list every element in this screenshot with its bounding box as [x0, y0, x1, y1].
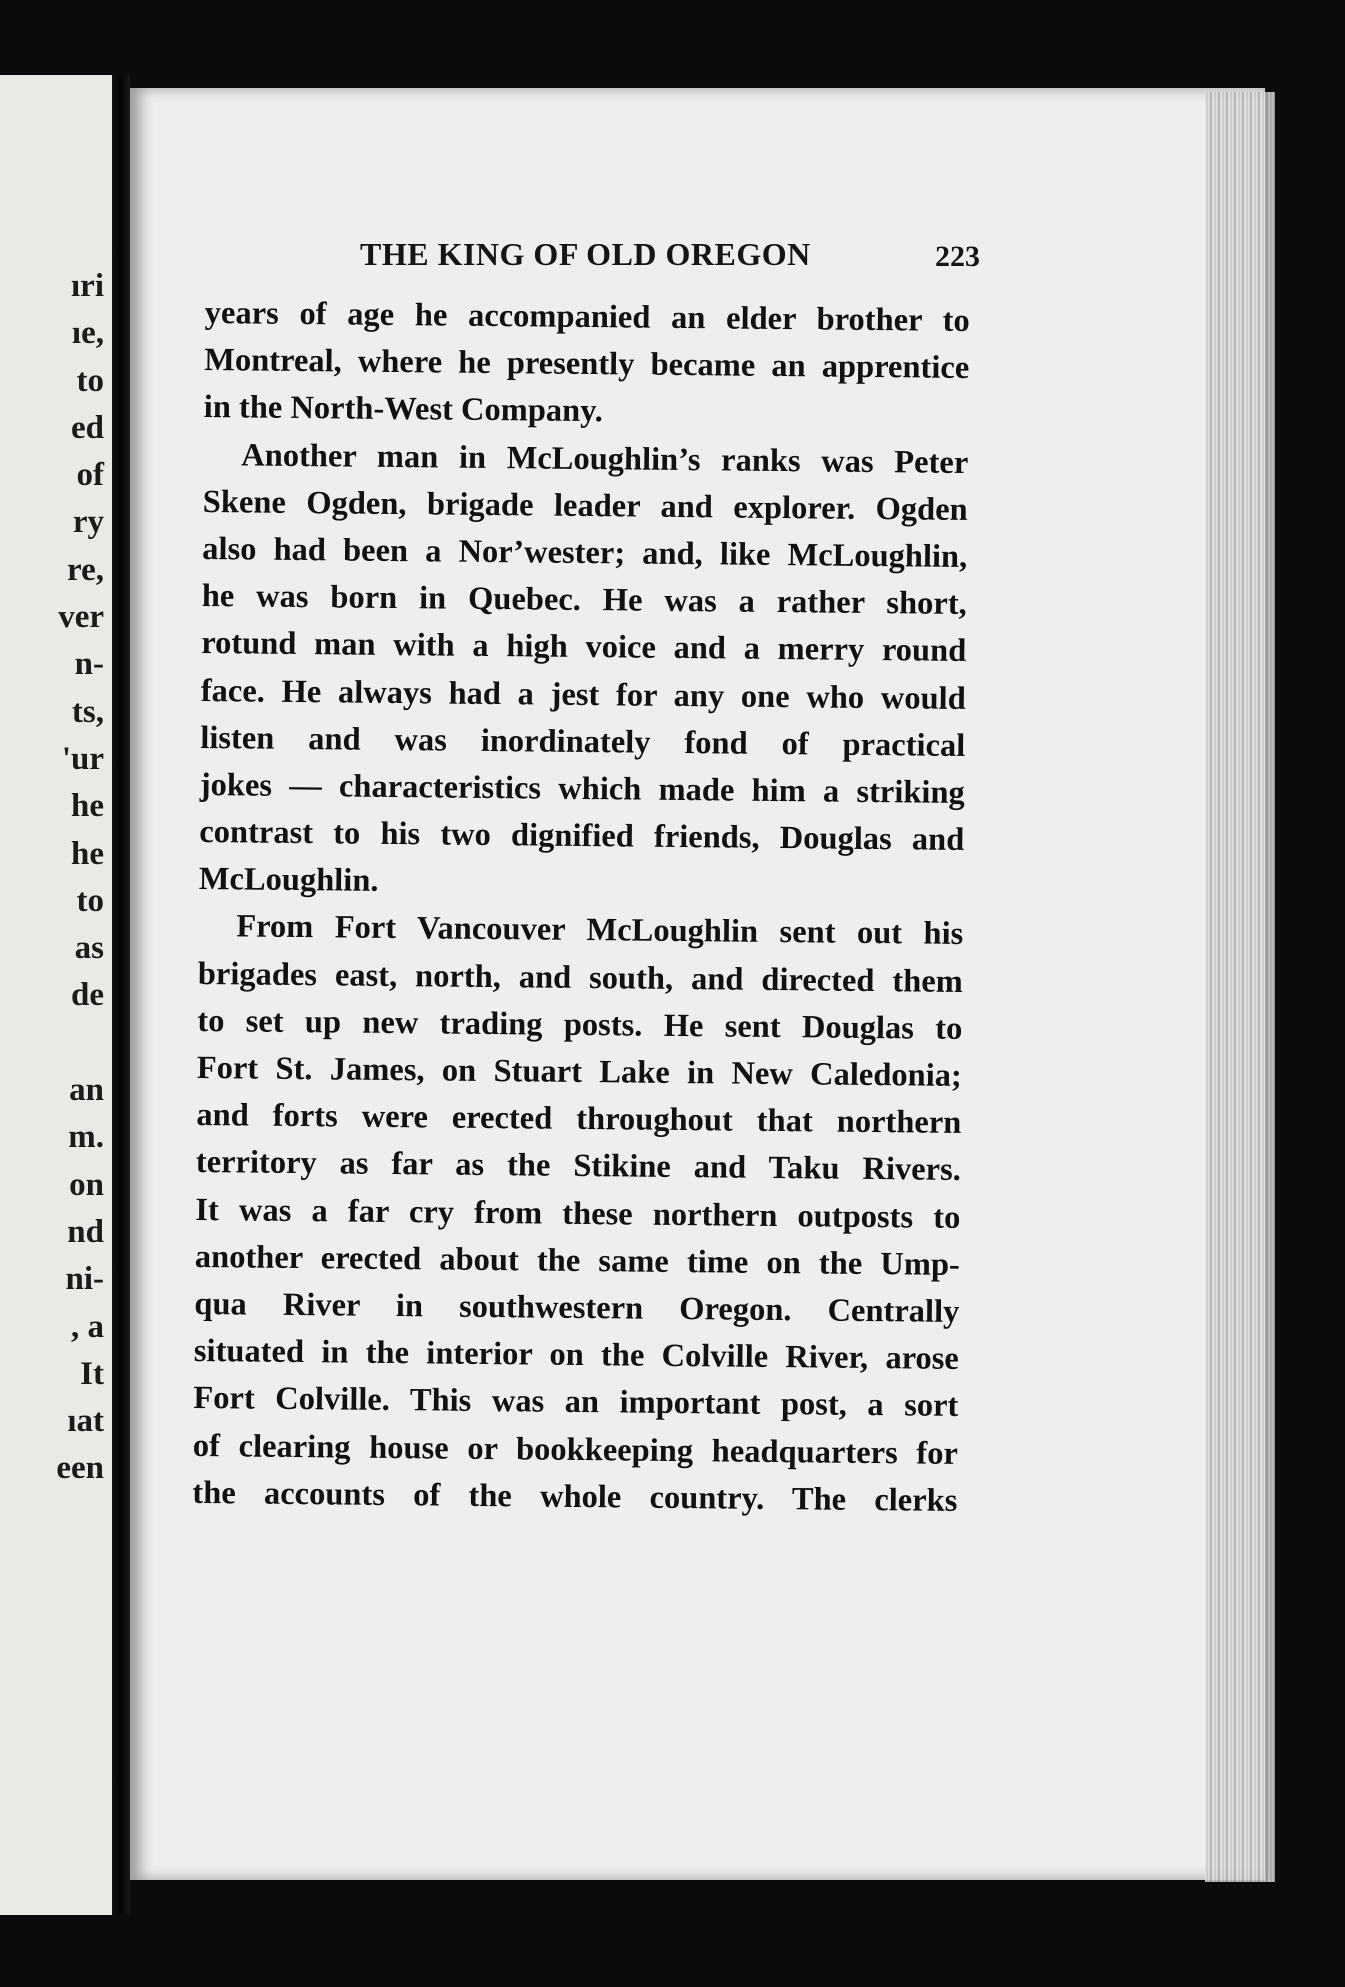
running-head: THE KING OF OLD OREGON	[360, 236, 811, 272]
left-page-fragment: of	[76, 457, 104, 494]
text-line: of clearing house or bookkeeping headquarters for	[192, 1427, 959, 1472]
left-page-fragment: ıe,	[71, 315, 104, 352]
text-line: in the North-West Company.	[203, 389, 603, 430]
left-page-fragment: an	[69, 1072, 104, 1109]
text-line: Montreal, where he presently became an apprentice	[204, 342, 970, 387]
left-page-fragment: on	[69, 1166, 104, 1203]
text-line: situated in the interior on the Colville River, arose	[193, 1333, 960, 1378]
text-line: McLoughlin.	[198, 861, 379, 900]
page-number: 223	[935, 240, 980, 273]
text-line: another erected about the same time on the Ump-	[194, 1238, 961, 1283]
left-page-fragment: It	[80, 1355, 104, 1392]
text-line: qua River in southwestern Oregon. Centrally	[194, 1285, 960, 1330]
book-gutter	[112, 75, 130, 1915]
text-line: Another man in McLoughlin’s ranks was Peter	[241, 436, 969, 481]
left-page-fragment: ver	[58, 599, 104, 636]
left-page-fragment: n-	[74, 646, 104, 683]
text-line: he was born in Quebec. He was a rather short,	[201, 578, 967, 623]
text-line: Fort St. James, on Stuart Lake in New Caledonia;	[196, 1049, 962, 1094]
left-page-fragment: re,	[67, 551, 104, 588]
left-page-fragment: m.	[68, 1119, 104, 1156]
text-line: territory as far as the Stikine and Taku Rivers.	[195, 1144, 962, 1189]
left-facing-page	[0, 75, 112, 1915]
text-line: rotund man with a high voice and a merry round	[201, 625, 967, 670]
text-line: the accounts of the whole country. The clerks	[192, 1474, 958, 1519]
text-line: also had been a Nor’wester; and, like McLoughlin,	[202, 530, 968, 575]
page-edges	[1205, 92, 1275, 1882]
text-line: listen and was inordinately fond of practical	[200, 719, 966, 764]
left-page-fragment: to	[76, 882, 104, 919]
left-page-text-fragments	[0, 263, 104, 1493]
left-page-fragment: ts,	[71, 693, 104, 730]
text-line: contrast to his two dignified friends, Douglas and	[199, 814, 965, 859]
text-line: brigades east, north, and south, and directed them	[197, 955, 963, 1000]
text-line: years of age he accompanied an elder brother to	[204, 294, 970, 340]
left-page-fragment: ni-	[65, 1261, 104, 1298]
text-line: Fort Colville. This was an important post, a sort	[193, 1380, 959, 1425]
left-page-fragment: , a	[71, 1308, 104, 1345]
left-page-fragment: to	[76, 362, 104, 399]
left-page-fragment	[0, 1020, 104, 1067]
text-line: and forts were erected throughout that northern	[196, 1097, 962, 1142]
left-page-fragment: een	[56, 1450, 104, 1487]
text-line: to set up new trading posts. He sent Douglas to	[197, 1002, 963, 1047]
left-page-fragment: nd	[67, 1213, 104, 1250]
left-page-fragment: as	[74, 930, 104, 967]
text-line: jokes — characteristics which made him a striking	[199, 766, 965, 811]
left-page-fragment: he	[71, 835, 104, 872]
left-page-fragment: ed	[71, 409, 104, 446]
left-page-fragment: ıri	[71, 268, 104, 304]
left-page-fragment: ıat	[67, 1403, 104, 1440]
text-line: It was a far cry from these northern outposts to	[195, 1191, 961, 1236]
left-page-fragment: ry	[72, 504, 104, 541]
left-page-fragment: he	[71, 788, 104, 825]
body-text	[192, 290, 970, 1525]
left-page-fragment: 'ur	[61, 740, 104, 777]
left-page-fragment: de	[71, 977, 104, 1014]
text-line: From Fort Vancouver McLoughlin sent out his	[236, 908, 964, 953]
text-line: face. He always had a jest for any one who would	[200, 672, 966, 717]
text-line: Skene Ogden, brigade leader and explorer. Ogden	[202, 483, 968, 528]
